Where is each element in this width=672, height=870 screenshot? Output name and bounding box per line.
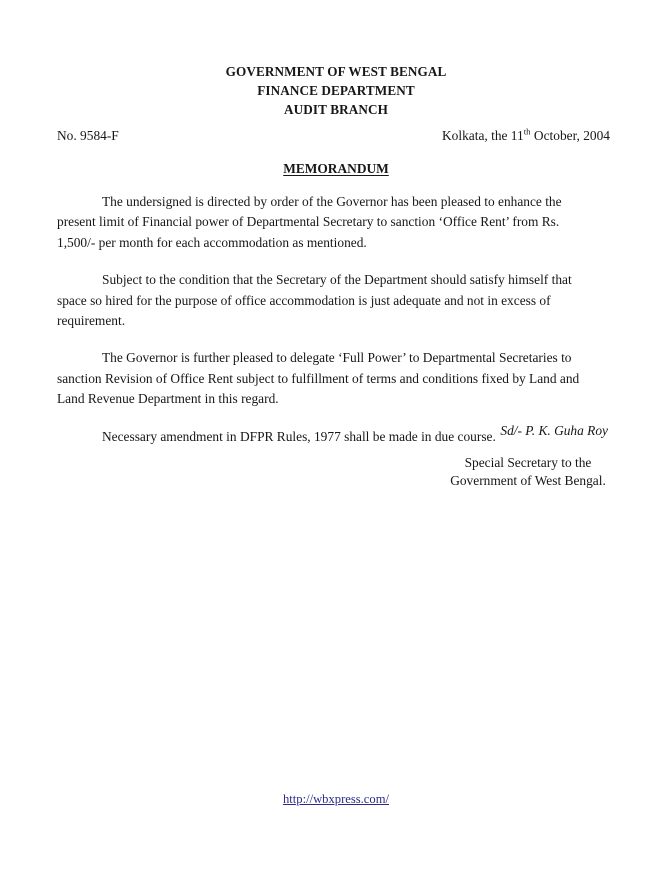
signatory-designation [380,454,672,489]
memo-place-and-date [442,127,610,145]
letterhead-line-department: FINANCE DEPARTMENT [257,83,415,98]
paragraph-1: The undersigned is directed by order of the Governor has been pleased to enhance the present limit of Financial power of Departmental Secretary to sanction ‘Office Rent’ from Rs. 1,500/- per month for each accommodation as mentioned. [57,194,562,250]
source-website-link[interactable]: http://wbxpress.com/ [283,792,389,806]
reference-row [57,127,610,145]
footer [0,790,672,808]
memorandum-title-text: MEMORANDUM [283,161,389,176]
letterhead-line-branch: AUDIT BRANCH [284,102,388,117]
date-remainder: October, 2004 [530,128,610,143]
letterhead-line-government: GOVERNMENT OF WEST BENGAL [225,64,447,79]
paragraph-4: Necessary amendment in DFPR Rules, 1977 shall be made in due course. [102,428,496,444]
designation-line-1: Special Secretary to the [464,455,592,470]
date-place-prefix: Kolkata, the 11 [442,128,524,143]
letterhead [57,62,615,119]
designation-line-2: Government of West Bengal. [450,472,606,488]
memo-number: No. 9584-F [57,128,119,143]
signatory-name: Sd/- P. K. Guha Roy [500,423,608,438]
memorandum-title [57,160,615,178]
paragraph-2: Subject to the condition that the Secretary of the Department should satisfy himself that space so hired for the purpose of office accommodation is just adequate and not in excess of requirement. [57,272,572,329]
paragraph-3: The Governor is further pleased to delegate ‘Full Power’ to Departmental Secretaries to sanction Revision of Office Rent subject to fulfillment of terms and conditions fixed by Land and Land Revenue Department in this regard. [57,350,580,407]
date-ordinal-suffix: th [523,126,531,137]
document-body [57,192,596,447]
